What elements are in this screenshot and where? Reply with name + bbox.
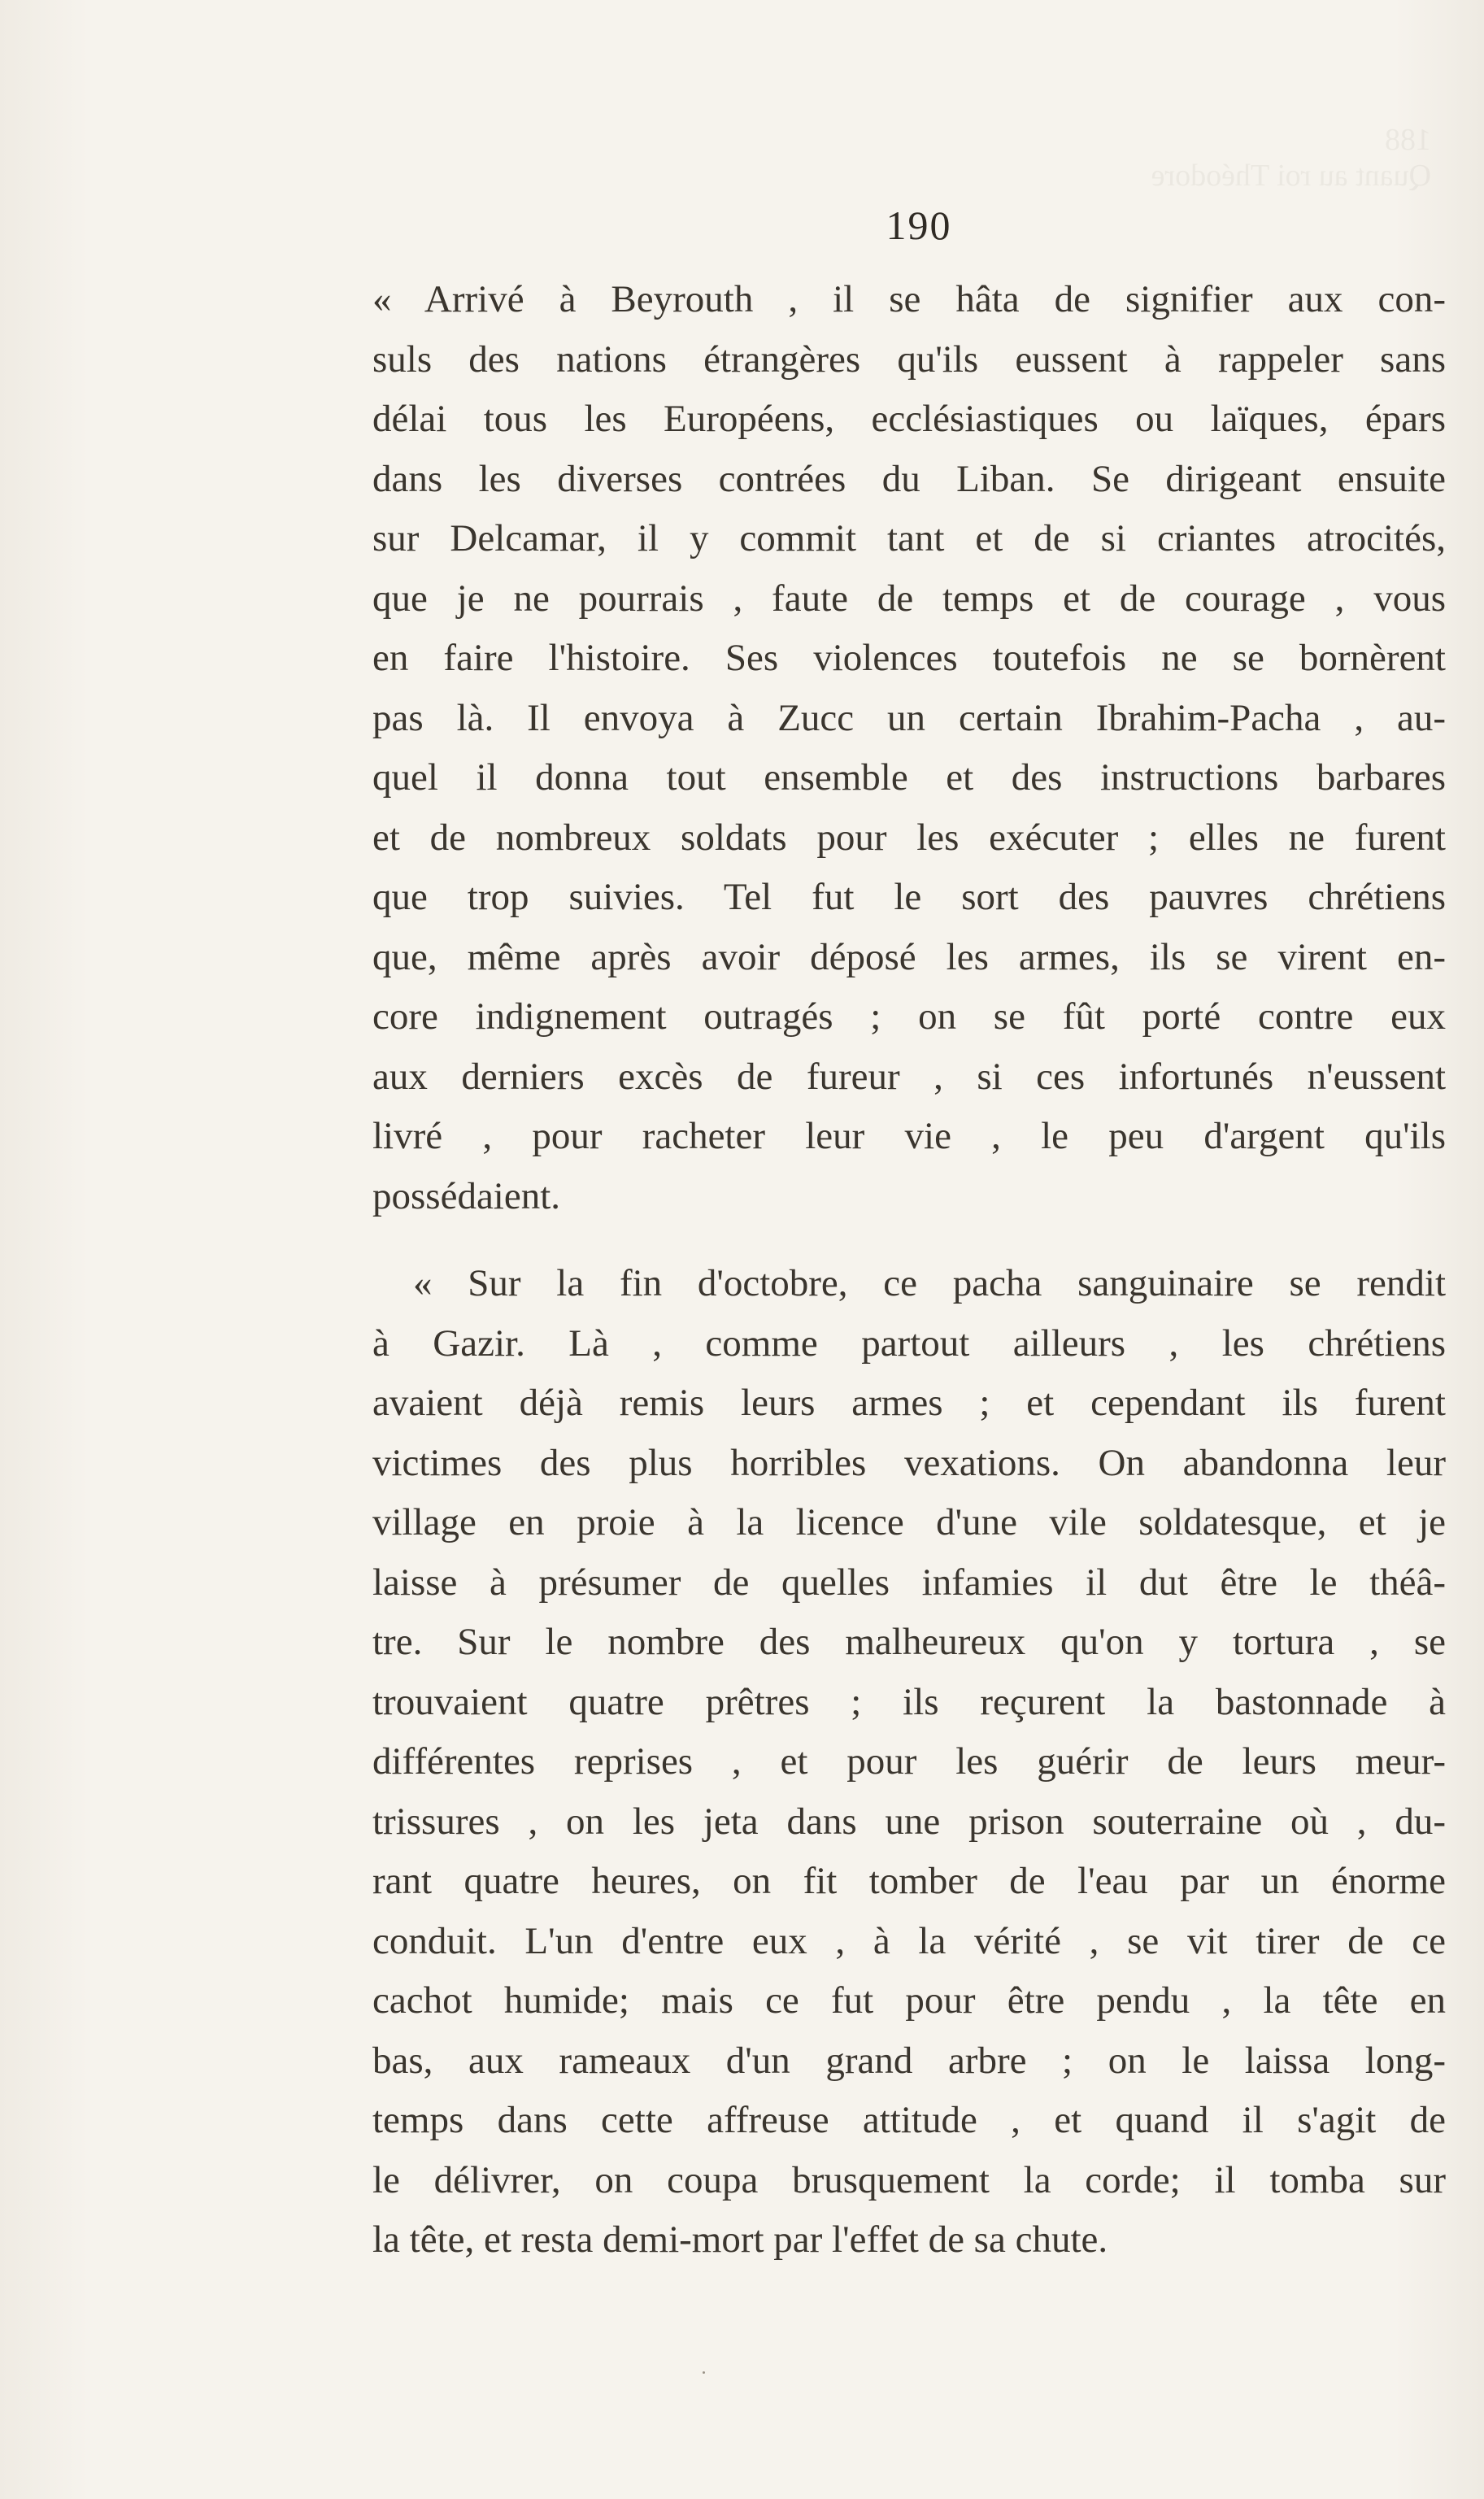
paragraph bbox=[372, 1254, 1446, 2270]
text-line: victimes des plus horribles vexations. On abandonna leur bbox=[372, 1441, 1446, 1484]
body-text bbox=[372, 270, 1446, 2270]
text-line: trouvaient quatre prêtres ; ils reçurent la bastonnade à bbox=[372, 1680, 1446, 1723]
text-line: avaient déjà remis leurs armes ; et cependant ils furent bbox=[372, 1382, 1446, 1424]
text-line: bas, aux rameaux d'un grand arbre ; on le laissa long- bbox=[372, 2039, 1446, 2082]
text-line: délai tous les Européens, ecclésiastiques ou laïques, épars bbox=[372, 398, 1446, 440]
text-line: que je ne pourrais , faute de temps et de courage , vous bbox=[372, 577, 1446, 620]
text-line: « Sur la fin d'octobre, ce pacha sanguinaire se rendit bbox=[413, 1262, 1446, 1304]
text-line: « Arrivé à Beyrouth , il se hâta de signifier aux con- bbox=[372, 278, 1446, 320]
text-line: pas là. Il envoya à Zucc un certain Ibrahim-Pacha , au- bbox=[372, 696, 1446, 739]
text-line: la tête, et resta demi-mort par l'effet de sa chute. bbox=[372, 2218, 1108, 2261]
text-line: conduit. L'un d'entre eux , à la vérité , se vit tirer de ce bbox=[372, 1919, 1446, 1962]
text-line: aux derniers excès de fureur , si ces infortunés n'eussent bbox=[372, 1055, 1446, 1098]
text-line: suls des nations étrangères qu'ils eussent à rappeler sans bbox=[372, 337, 1446, 381]
text-line: core indignement outragés ; on se fût porté contre eux bbox=[372, 995, 1446, 1038]
text-line: dans les diverses contrées du Liban. Se dirigeant ensuite bbox=[372, 457, 1446, 500]
text-line: que trop suivies. Tel fut le sort des pauvres chrétiens bbox=[372, 876, 1446, 918]
text-line: que, même après avoir déposé les armes, ils se virent en- bbox=[372, 935, 1446, 978]
text-line: cachot humide; mais ce fut pour être pendu , la tête en bbox=[372, 1979, 1446, 2022]
text-line: laisse à présumer de quelles infamies il dut être le théâ- bbox=[372, 1561, 1446, 1604]
text-line: temps dans cette affreuse attitude , et quand il s'agit de bbox=[372, 2099, 1446, 2141]
text-line: quel il donna tout ensemble et des instructions barbares bbox=[372, 756, 1446, 799]
text-line: possédaient. bbox=[372, 1174, 561, 1217]
text-line: tre. Sur le nombre des malheureux qu'on y tortura , se bbox=[372, 1621, 1446, 1663]
bleed-through-text: 188 Quant au roi Théodore bbox=[1151, 123, 1431, 193]
text-line: sur Delcamar, il y commit tant et de si criantes atrocités, bbox=[372, 517, 1446, 559]
text-line: et de nombreux soldats pour les exécuter ; elles ne furent bbox=[372, 816, 1446, 859]
page-number: 190 bbox=[886, 202, 952, 248]
text-line: rant quatre heures, on fit tomber de l'eau par un énorme bbox=[372, 1860, 1446, 1902]
page-speck bbox=[703, 2371, 705, 2374]
paragraph bbox=[372, 270, 1446, 1226]
text-line: trissures , on les jeta dans une prison souterraine où , du- bbox=[372, 1800, 1446, 1843]
text-line: à Gazir. Là , comme partout ailleurs , les chrétiens bbox=[372, 1321, 1446, 1365]
text-line: différentes reprises , et pour les guérir de leurs meur- bbox=[372, 1740, 1446, 1783]
text-line: le délivrer, on coupa brusquement la corde; il tomba sur bbox=[372, 2158, 1446, 2201]
text-line: en faire l'histoire. Ses violences toutefois ne se bornèrent bbox=[372, 637, 1446, 679]
text-line: village en proie à la licence d'une vile soldatesque, et je bbox=[372, 1501, 1446, 1543]
text-line: livré , pour racheter leur vie , le peu d'argent qu'ils bbox=[372, 1115, 1446, 1157]
